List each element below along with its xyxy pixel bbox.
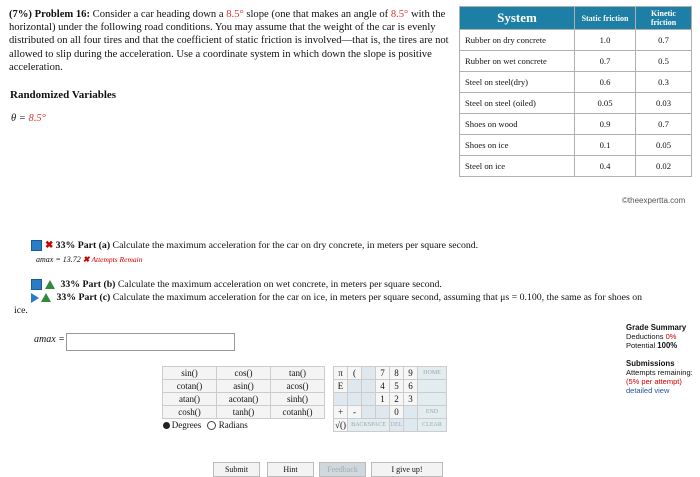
wrong-icon: ✖ <box>45 240 54 251</box>
calculator-keypad <box>162 366 447 432</box>
theta-variable: θ = 8.5° <box>11 113 46 124</box>
part-a-answer: amax = 13.72 ✖ Attempts Remain <box>36 255 143 264</box>
table-row: Steel on steel (oiled) 0.05 0.03 <box>460 93 692 114</box>
cos-button[interactable]: cos() <box>217 367 271 380</box>
home-button[interactable]: HOME <box>418 367 447 380</box>
header-static: Static friction <box>575 7 636 30</box>
grade-summary: Grade Summary Deductions 0% Potential 100% Submissions Attempts remaining: (5% per attempt) detailed view <box>626 323 693 395</box>
part-a[interactable]: ✖ 33% Part (a) Calculate the maximum acceleration for the car on dry concrete, in meters per square second. <box>31 240 631 252</box>
plus-button[interactable]: + <box>334 406 348 419</box>
degrees-radio[interactable] <box>163 422 170 429</box>
backspace-button[interactable]: BACKSPACE <box>348 419 390 432</box>
e-button[interactable]: E <box>334 380 348 393</box>
answer-input[interactable] <box>66 333 235 351</box>
part-c[interactable]: 33% Part (c) Calculate the maximum acceleration for the car on ice, in meters per square second, assuming that μs = 0.100, the same as for shoes on <box>31 292 700 304</box>
copyright-text: ©theexpertta.com <box>622 196 686 205</box>
digit-2[interactable]: 2 <box>390 393 404 406</box>
up-arrow-button[interactable] <box>348 380 362 393</box>
decimal-button[interactable] <box>404 406 418 419</box>
pi-button[interactable]: π <box>334 367 348 380</box>
digit-4[interactable]: 4 <box>376 380 390 393</box>
angle-mode: Degrees Radians <box>163 419 271 432</box>
detailed-view-link[interactable]: detailed view <box>626 386 670 395</box>
sqrt-button[interactable]: √() <box>335 420 346 430</box>
blank-key[interactable] <box>376 406 390 419</box>
open-paren-button[interactable]: ( <box>348 367 362 380</box>
friction-table <box>459 6 692 177</box>
problem-number: (7%) Problem 16: <box>9 9 91 20</box>
warning-icon <box>45 280 55 289</box>
part-b[interactable]: 33% Part (b) Calculate the maximum acceleration on wet concrete, in meters per square second. <box>31 279 691 291</box>
asin-button[interactable]: asin() <box>217 380 271 393</box>
warning-icon <box>41 293 51 302</box>
table-row: Rubber on wet concrete 0.7 0.5 <box>460 51 692 72</box>
table-row: Steel on steel(dry) 0.6 0.3 <box>460 72 692 93</box>
acotan-button[interactable]: acotan() <box>217 393 271 406</box>
checkbox-icon[interactable] <box>31 279 42 290</box>
sinh-button[interactable]: sinh() <box>271 393 325 406</box>
hint-button[interactable]: Hint <box>267 462 314 477</box>
blank-key[interactable] <box>362 406 376 419</box>
angle-value: 8.5° <box>226 9 244 20</box>
divide-button[interactable] <box>362 393 376 406</box>
multiply-button[interactable] <box>362 380 376 393</box>
keypad-spacer <box>418 380 447 393</box>
table-row: Rubber on dry concrete 1.0 0.7 <box>460 30 692 51</box>
grade-title: Grade Summary <box>626 323 687 332</box>
table-header-row <box>460 7 692 30</box>
keypad-spacer <box>418 393 447 406</box>
close-paren-button[interactable] <box>362 367 376 380</box>
minus-button[interactable]: - <box>348 406 362 419</box>
checkbox-icon[interactable] <box>31 240 42 251</box>
feedback-button[interactable]: Feedback <box>319 462 366 477</box>
amax-label: amax = <box>34 334 65 345</box>
del-button[interactable]: DEL <box>390 419 404 432</box>
tan-button[interactable]: tan() <box>271 367 325 380</box>
part-c-continued: ice. <box>14 305 28 316</box>
digit-0[interactable]: 0 <box>390 406 404 419</box>
table-row: Steel on ice 0.4 0.02 <box>460 156 692 177</box>
atan-button[interactable]: atan() <box>163 393 217 406</box>
digit-8[interactable]: 8 <box>390 367 404 380</box>
cotan-button[interactable]: cotan() <box>163 380 217 393</box>
sin-button[interactable]: sin() <box>163 367 217 380</box>
radians-radio[interactable] <box>207 421 216 430</box>
digit-6[interactable]: 6 <box>404 380 418 393</box>
table-row: Shoes on wood 0.9 0.7 <box>460 114 692 135</box>
randomized-variables-heading: Randomized Variables <box>10 89 117 101</box>
clear-button[interactable]: CLEAR <box>418 419 447 432</box>
blank-key[interactable] <box>348 393 362 406</box>
end-button[interactable]: END <box>418 406 447 419</box>
digit-9[interactable]: 9 <box>404 367 418 380</box>
digit-5[interactable]: 5 <box>390 380 404 393</box>
digit-3[interactable]: 3 <box>404 393 418 406</box>
blank-key[interactable] <box>334 393 348 406</box>
x-mark-icon: ✖ <box>82 255 90 264</box>
digit-1[interactable]: 1 <box>376 393 390 406</box>
table-row: Shoes on ice 0.1 0.05 <box>460 135 692 156</box>
header-kinetic: Kinetic friction <box>636 7 692 30</box>
cotanh-button[interactable]: cotanh() <box>271 406 325 419</box>
give-up-button[interactable]: I give up! <box>371 462 443 477</box>
header-system: System <box>460 7 575 30</box>
cosh-button[interactable]: cosh() <box>163 406 217 419</box>
angle-value-2: 8.5° <box>390 9 409 20</box>
play-icon <box>31 293 39 303</box>
tanh-button[interactable]: tanh() <box>217 406 271 419</box>
acos-button[interactable]: acos() <box>271 380 325 393</box>
problem-statement: (7%) Problem 16: Consider a car heading down a 8.5° slope (one that makes an angle of 8.5° with the horizontal) under the following road conditions. You may assume that the weight of the car is evenly distributed on all four tires and that the coefficient of static friction is involved—that is, the tires are not allowed to slip during the acceleration. Use a coordinate system in which down the slope is positive acceleration. <box>9 9 449 73</box>
submit-button[interactable]: Submit <box>213 462 260 477</box>
digit-7[interactable]: 7 <box>376 367 390 380</box>
